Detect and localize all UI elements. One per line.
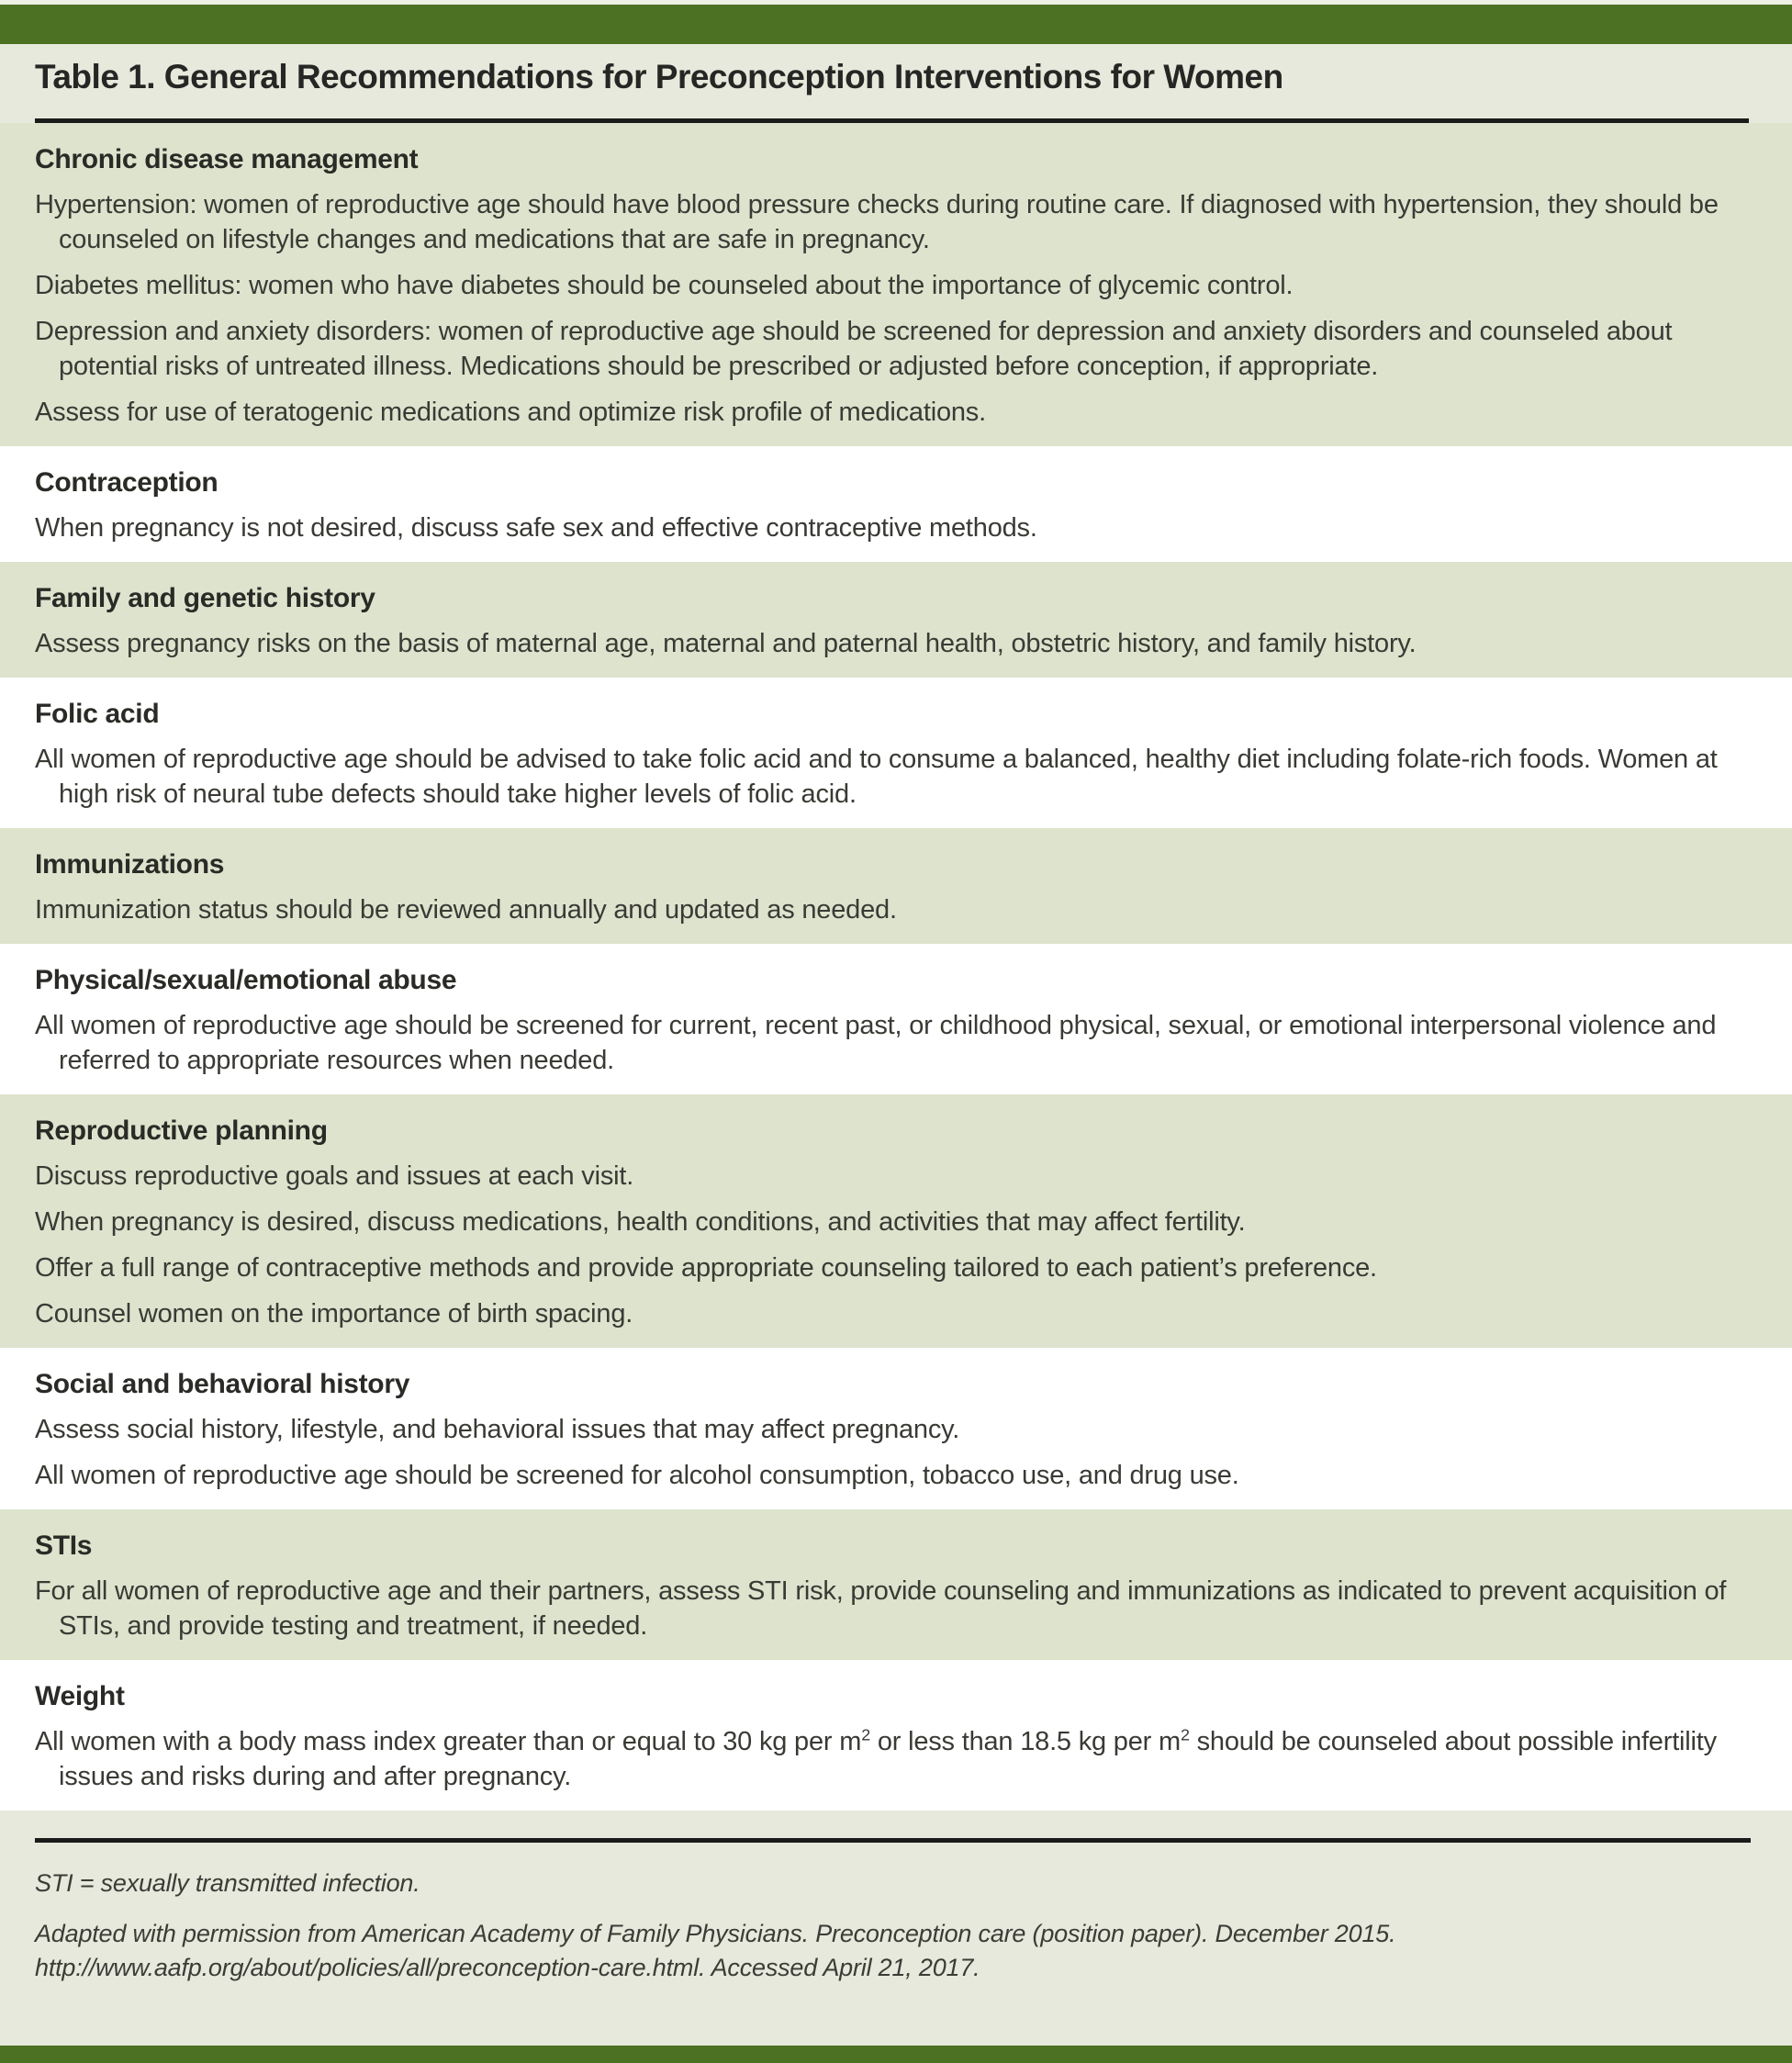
section-physical-sexual-emotional-abuse [0,944,1792,1094]
section-title: Chronic disease management [35,144,419,174]
table-body [0,123,1792,1811]
weight-text-part: should be counseled about possible infertility issues and risks during and after pregnancy. [59,1727,1717,1791]
section-item: When pregnancy is desired, discuss medications, health conditions, and activities that may affect fertility. [35,1207,1246,1237]
section-title: STIs [35,1530,93,1561]
section-title: Physical/sexual/emotional abuse [35,965,457,995]
section-item: Counsel women on the importance of birth spacing. [35,1299,633,1329]
table-title: Table 1. General Recommendations for Preconception Interventions for Women [35,58,1283,95]
section-title: Social and behavioral history [35,1369,410,1399]
section-item: Immunization status should be reviewed annually and updated as needed. [35,895,897,925]
section-item [35,1724,1751,1794]
section-stis [0,1509,1792,1660]
section-reproductive-planning [0,1094,1792,1348]
section-item: All women of reproductive age should be screened for current, recent past, or childhood physical, sexual, or emotional interpersonal violence and referred to appropriate resources when needed. [35,1011,1717,1075]
section-folic-acid [0,678,1792,828]
section-item: Assess social history, lifestyle, and behavioral issues that may affect pregnancy. [35,1415,960,1444]
section-item: For all women of reproductive age and their partners, assess STI risk, provide counseling and immunizations as indicated to prevent acquisition of STIs, and provide testing and treatment, if needed. [35,1576,1727,1641]
section-item: When pregnancy is not desired, discuss safe sex and effective contraceptive methods. [35,513,1037,543]
bottom-olive-bar [0,2046,1792,2063]
section-item: Hypertension: women of reproductive age should have blood pressure checks during routine care. If diagnosed with hypertension, they should be counseled on lifestyle changes and medications that are safe in pregnancy. [35,190,1719,254]
table-header [0,44,1792,123]
section-item: Assess for use of teratogenic medications and optimize risk profile of medications. [35,398,986,427]
section-social-behavioral-history [0,1348,1792,1509]
section-title: Folic acid [35,699,160,729]
top-olive-bar [0,5,1792,44]
section-item: Assess pregnancy risks on the basis of maternal age, maternal and paternal health, obstetric history, and family history. [35,629,1417,658]
weight-text-part: or less than 18.5 kg per m [869,1727,1181,1756]
section-immunizations [0,828,1792,944]
section-title: Reproductive planning [35,1116,328,1146]
section-item: Discuss reproductive goals and issues at each visit. [35,1161,634,1191]
attribution-note: Adapted with permission from American Academy of Family Physicians. Preconception care (position paper). December 2015. http://www.aafp.org/about/policies/all/preconception-care.html. Accessed April 21, 2017. [35,1920,1396,1981]
section-item: Depression and anxiety disorders: women of reproductive age should be screened for depression and anxiety disorders and counseled about potential risks of untreated illness. Medications should be prescribed or adjusted before conception, if appropriate. [35,317,1673,381]
section-weight [0,1660,1792,1811]
section-item: Offer a full range of contraceptive methods and provide appropriate counseling tailored to each patient’s preference. [35,1253,1377,1283]
table-footnotes [0,1811,1792,1985]
section-chronic-disease-management [0,123,1792,446]
weight-text-part: All women with a body mass index greater than or equal to 30 kg per m [35,1727,862,1756]
abbreviation-note: STI = sexually transmitted infection. [35,1869,420,1897]
section-title: Family and genetic history [35,583,375,613]
footer-rule [35,1838,1751,1843]
section-item: Diabetes mellitus: women who have diabetes should be counseled about the importance of glycemic control. [35,271,1294,300]
section-title: Immunizations [35,849,225,880]
section-contraception [0,446,1792,562]
section-title: Weight [35,1681,125,1711]
section-item: All women of reproductive age should be advised to take folic acid and to consume a balanced, healthy diet including folate-rich foods. Women at high risk of neural tube defects should take higher levels of folic acid. [35,745,1718,809]
section-title: Contraception [35,467,218,498]
section-item: All women of reproductive age should be screened for alcohol consumption, tobacco use, and drug use. [35,1461,1239,1490]
superscript-2: 2 [1180,1725,1190,1744]
section-family-genetic-history [0,562,1792,678]
superscript-2: 2 [861,1725,870,1744]
